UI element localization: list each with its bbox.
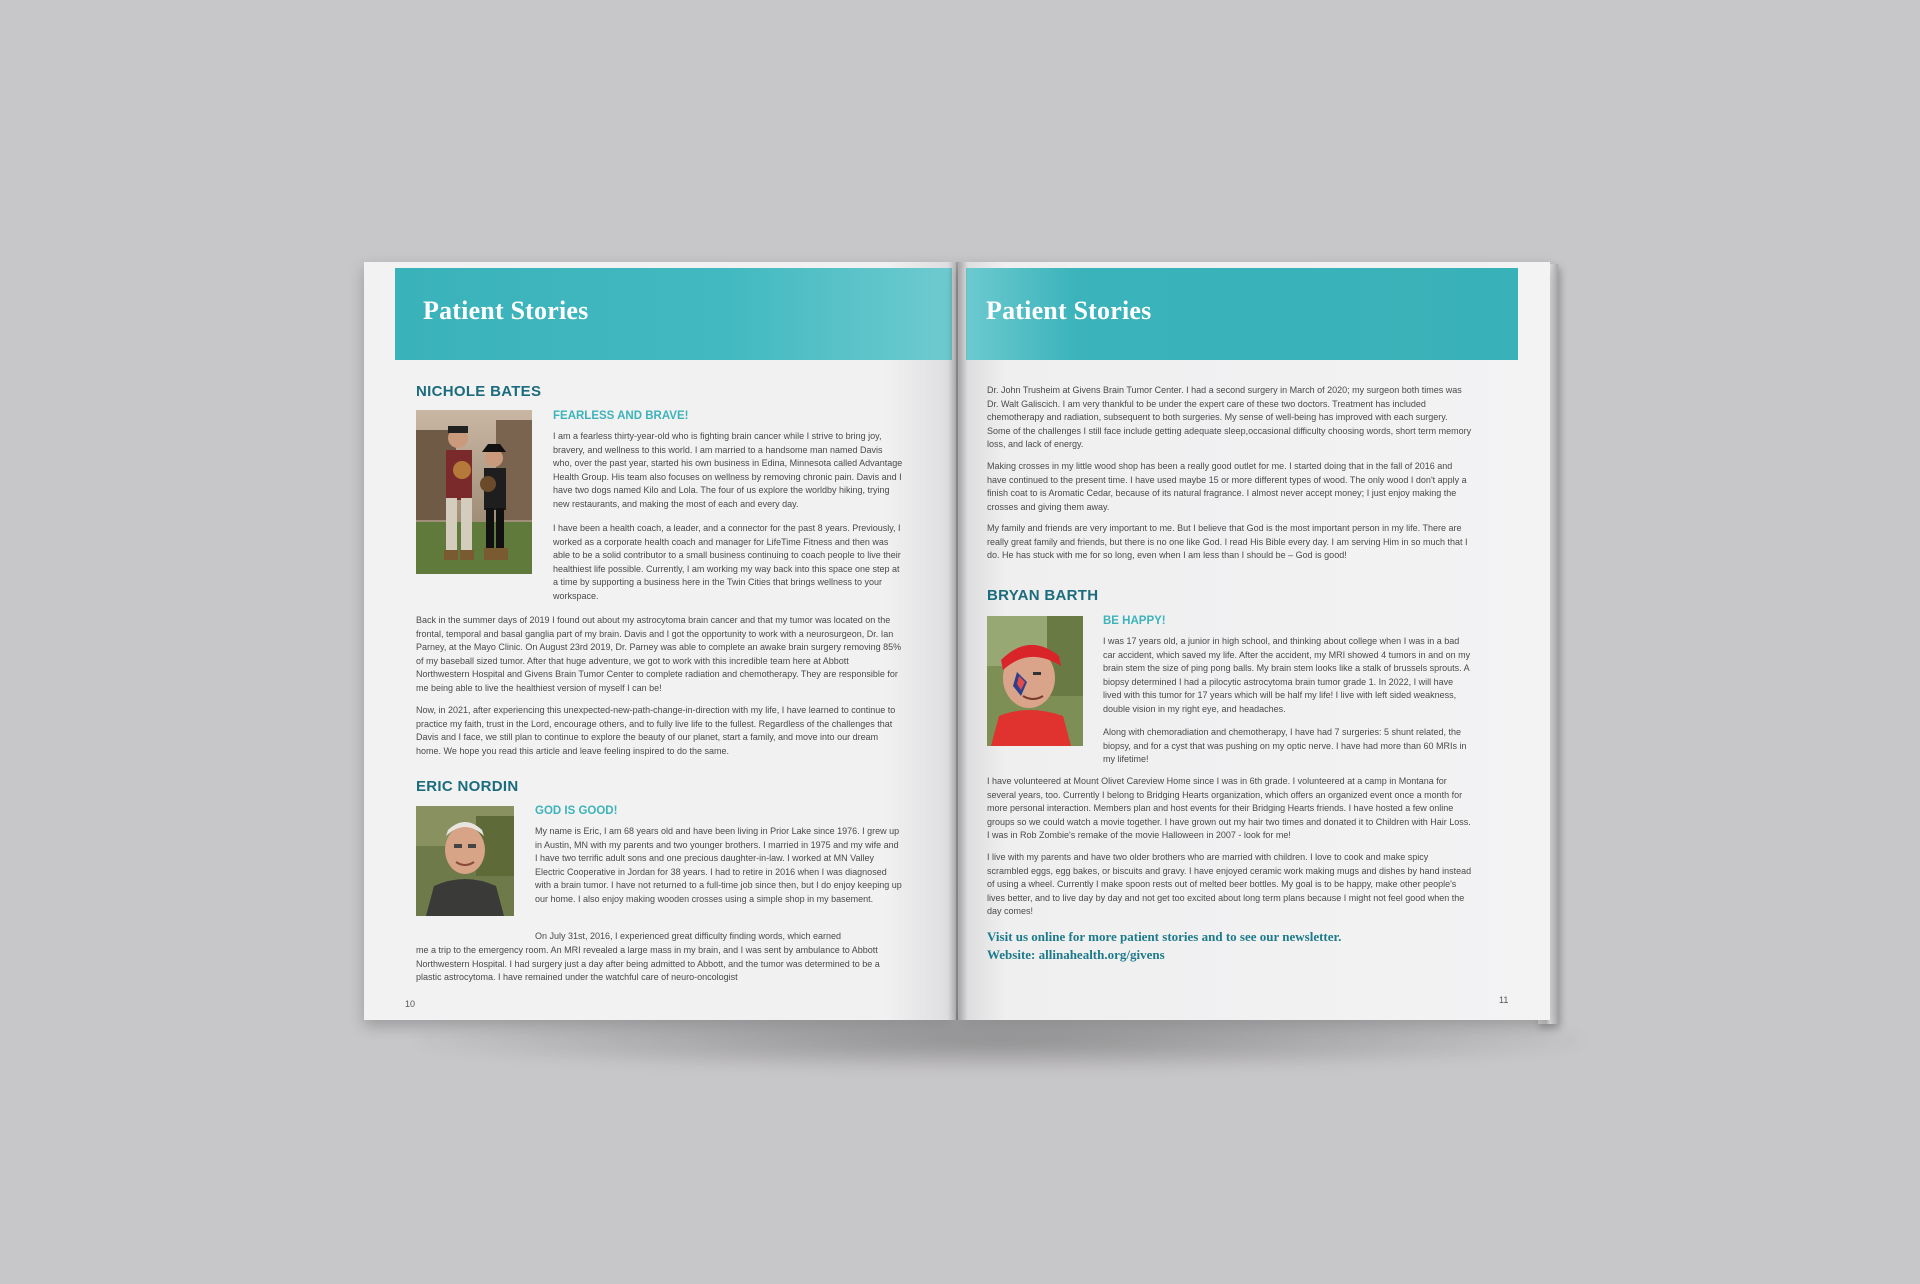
right-page (958, 262, 1550, 1020)
story1-paragraph-2: I have been a health coach, a leader, and a connector for the past 8 years. Previously, I worked as a corporate health coach and manager for LifeTime Fitness and then was able to be a solid contributor to a small business continuing to coach people to live their healthiest life possible. Currently, I am working my way back into this space one step at a time by supporting a business here in the Twin Cities that brings wellness to your workspace. (553, 523, 901, 601)
story3-paragraph-3: I have volunteered at Mount Olivet Careview Home since I was in 6th grade. I volunteered at a camp in Montana for several years, too. Currently I belong to Bridging Hearts organization, which offers an organized event once a month for more personal interaction. Members plan and host events for their Bridging Hearts friends. I have hosted a few online groups so we could watch a movie together. I have grown out my hair two times and donated it to Children with Hair Loss. I was in Rob Zombie's remake of the movie Halloween in 2007 - look for me! (987, 776, 1471, 840)
left-page-number: 10 (405, 999, 416, 1009)
website-link[interactable]: Website: allinahealth.org/givens (987, 947, 1165, 962)
cta-visit-text: Visit us online for more patient stories and to see our newsletter. (987, 929, 1342, 944)
story2-paragraph-2-lead: On July 31st, 2016, I experienced great difficulty finding words, which earned (535, 931, 842, 941)
story1-paragraph-4: Now, in 2021, after experiencing this unexpected-new-path-change-in-direction with my life, I have learned to continue to practice my faith, trust in the Lord, encourage others, and to fully live life to the fullest. Regardless of the challenges that Davis and I face, we still plan to continue to explore the beauty of our planet, start a family, and move into our dream home. We hope you read this article and leave feeling inspired to do the same. (416, 705, 896, 756)
story2-paragraph-2-rest: me a trip to the emergency room. An MRI revealed a large mass in my brain, and I was sent by ambulance to Abbott Northwestern Hospital. I had surgery just a day after being admitted to Abbott, and the tumor was determined to be a plastic astrocytoma. I have remained under the watchful care of neuro-oncologist (416, 945, 880, 982)
continued-paragraph-3: My family and friends are very important to me. But I believe that God is the most important person in my life. There are really great family and friends, but there is no one like God. I read His Bible every day. I am serving Him in so much that I do. He has stuck with me for so long, even when I am less than I should be – God is good! (987, 523, 1468, 560)
story3-paragraph-2: Along with chemoradiation and chemotherapy, I have had 7 surgeries: 5 shunt related, the biopsy, and for a cyst that was pushing on my optic nerve. I have had more than 60 MRIs in my lifetime! (1103, 727, 1467, 764)
continued-paragraph-2: Making crosses in my little wood shop has been a really good outlet for me. I started doing that in the fall of 2016 and have continued to the present time. I have used maybe 15 or more different types of wood. The only wood I don't apply a finish coat to is Aromatic Cedar, because of its natural fragrance. I almost never accept money; I just enjoy making the crosses and giving them away. (987, 461, 1467, 512)
story1-paragraph-1: I am a fearless thirty-year-old who is fighting brain cancer while I strive to bring joy, bravery, and wellness to this world. I am married to a handsome man named Davis who, over the past year, started his own business in Edina, Minnesota called Advantage Health Group. His team also focuses on wellness by removing chronic pain. Davis and I have two dogs named Kilo and Lola. The four of us explore the worldby hiking, trying new restaurants, and making the most of each and every day. (553, 431, 903, 509)
bryan-barth-photo (987, 616, 1083, 746)
right-header-title: Patient Stories (986, 296, 1152, 325)
story1-subhead: FEARLESS AND BRAVE! (553, 410, 689, 422)
eric-nordin-photo (416, 806, 514, 916)
right-page-number: 11 (1499, 995, 1509, 1005)
story3-paragraph-1: I was 17 years old, a junior in high school, and thinking about college when I was in a bad car accident, which saved my life. After the accident, my MRI showed 4 tumors in and on my brain stem the size of ping pong balls. My brain stem looks like a stalk of brussels sprouts. A biopsy determined I had a pilocytic astrocytoma brain tumor grade 1. In 2022, I will have lived with this tumor for 17 years which will be half my life! I live with left sided weakness, double vision in my right eye, and headaches. (1103, 636, 1471, 714)
left-header-band (395, 268, 952, 360)
story3-name: BRYAN BARTH (987, 587, 1099, 604)
right-header-band (966, 268, 1518, 360)
story3-subhead: BE HAPPY! (1103, 615, 1166, 627)
story2-name: ERIC NORDIN (416, 778, 519, 795)
book-spine (948, 262, 968, 1020)
left-header-title: Patient Stories (423, 296, 589, 325)
story1-name: NICHOLE BATES (416, 383, 542, 400)
left-page (364, 262, 956, 1020)
story3-paragraph-4: I live with my parents and have two older brothers who are married with children. I love to cook and make spicy scrambled eggs, egg bakes, or biscuits and gravy. I have enjoyed ceramic work making mugs and dishes by hand instead of using a wheel. Currently I make spoon rests out of melted beer bottles. My goal is to be happy, make other people's lives better, and to live day by day and not get too excited about long term plans because I might not feel good when the day comes! (987, 852, 1472, 916)
nichole-bates-photo (416, 410, 532, 574)
continued-paragraph-1: Dr. John Trusheim at Givens Brain Tumor Center. I had a second surgery in March of 2020; my surgeon both times was Dr. Walt Galiscich. I am very thankful to be under the expert care of these two doctors. Treatment has included chemotherapy and radiation, subsequent to both surgeries. My sense of well-being has improved with each surgery. Some of the challenges I still face include getting adequate sleep,occasional difficulty choosing words, short term memory loss, and lack of energy. (987, 385, 1472, 449)
story2-paragraph-1: My name is Eric, I am 68 years old and have been living in Prior Lake since 1976. I grew up in Austin, MN with my parents and two younger brothers. I married in 1975 and my wife and I have two terrific adult sons and one precious daughter-in-law. I worked at MN Valley Electric Cooperative in Jordan for 38 years. I had to retire in 2016 when I was diagnosed with a brain tumor. I have not returned to a full-time job since then, but I do enjoy keeping up our home. I also enjoy making wooden crosses using a simple shop in my basement. (535, 826, 902, 904)
story1-paragraph-3: Back in the summer days of 2019 I found out about my astrocytoma brain cancer and that my tumor was located on the frontal, temporal and basal ganglia part of my brain. Davis and I got the opportunity to work with a neurosurgeon, Dr. Ian Parney, at the Mayo Clinic. On August 23rd 2019, Dr. Parney was able to complete an awake brain surgery removing 85% of my baseball sized tumor. After that huge adventure, we got to work with this incredible team here at Abbott Northwestern Hospital and Givens Brain Tumor Center to complete radiation and chemotherapy. They are responsible for me being able to live the healthiest version of myself I can be! (416, 615, 902, 693)
story2-subhead: GOD IS GOOD! (535, 805, 618, 817)
